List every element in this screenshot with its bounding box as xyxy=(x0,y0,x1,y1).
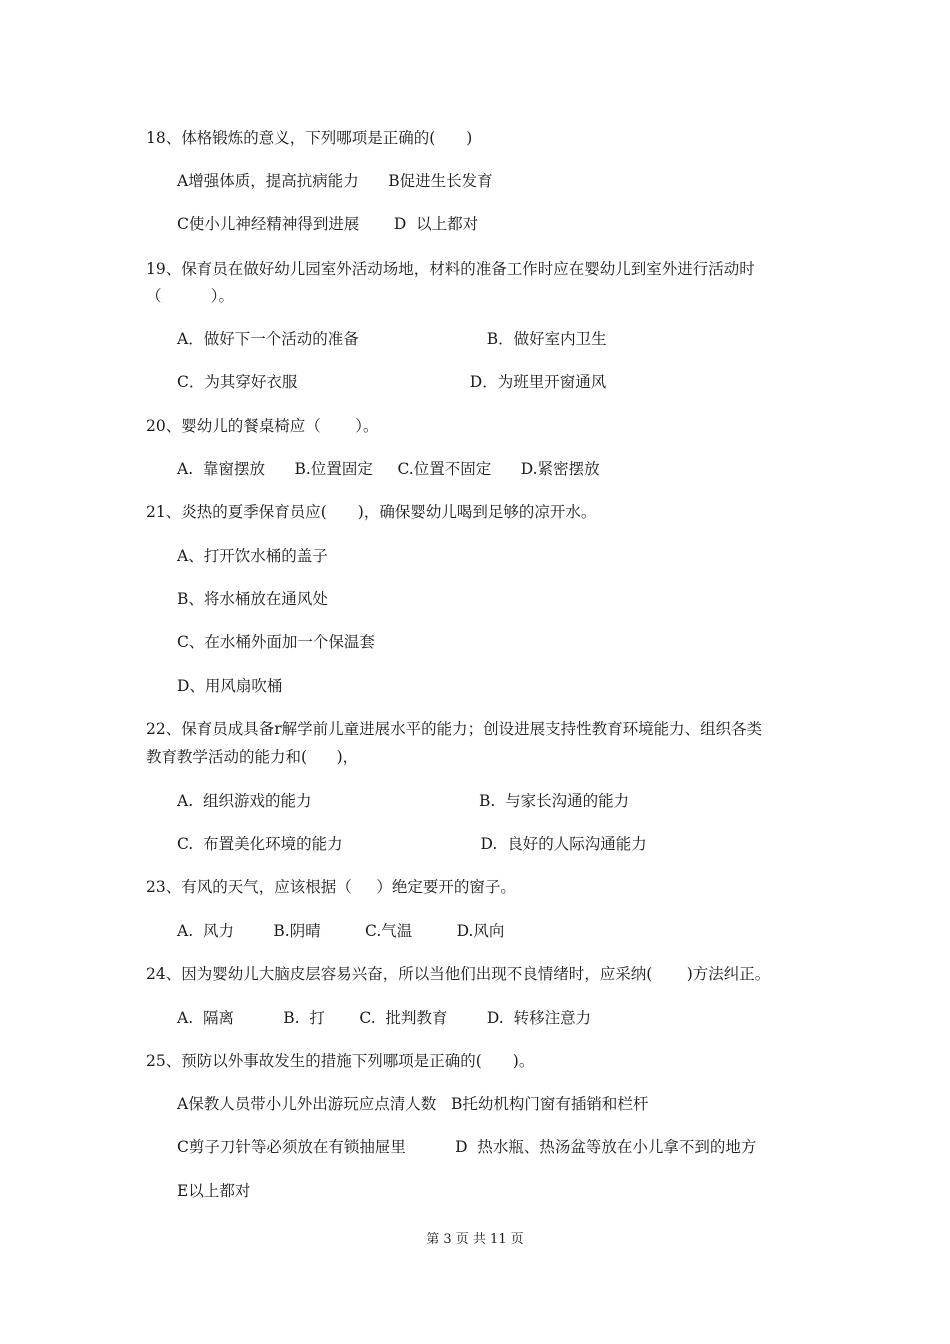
question-19-options-cd: C．为其穿好衣服 D．为班里开窗通风 xyxy=(177,373,607,391)
question-25: 25、预防以外事故发生的措施下列哪项是正确的( )。 xyxy=(146,1052,535,1070)
question-18: 18、体格锻炼的意义，下列哪项是正确的( ) xyxy=(146,129,473,147)
question-18-options-cd: C使小儿神经精神得到进展 D 以上都对 xyxy=(177,215,479,233)
question-21-option-b: B、将水桶放在通风处 xyxy=(177,590,328,608)
question-21-option-a: A、打开饮水桶的盖子 xyxy=(177,547,328,565)
question-22: 22、保育员成具备r解学前儿童进展水平的能力；创设进展支持性教育环境能力、组织各类 xyxy=(146,720,763,738)
question-24: 24、因为婴幼儿大脑皮层容易兴奋，所以当他们出现不良情绪时，应采纳( )方法纠正。 xyxy=(146,965,771,983)
question-18-options-ab: A增强体质，提高抗病能力 B促进生长发育 xyxy=(177,172,493,190)
question-23-options: A. 风力 B.阴晴 C.气温 D.风向 xyxy=(177,922,505,940)
page-footer: 第 3 页 共 11 页 xyxy=(426,1232,524,1247)
question-22-options-ab: A. 组织游戏的能力 B. 与家长沟通的能力 xyxy=(177,792,630,810)
question-25-options-ab: A保教人员带小儿外出游玩应点清人数 B托幼机构门窗有插销和栏杆 xyxy=(177,1095,649,1113)
question-23: 23、有风的天气，应该根据（ ）绝定要开的窗子。 xyxy=(146,878,516,896)
question-24-options: A. 隔离 B. 打 C. 批判教育 D. 转移注意力 xyxy=(177,1009,592,1027)
question-22-continued: 教育教学活动的能力和( )， xyxy=(146,748,359,766)
question-19-options-ab: A．做好下一个活动的准备 B．做好室内卫生 xyxy=(177,330,607,348)
question-19-blank: （ ）。 xyxy=(146,287,235,305)
question-25-option-e: E以上都对 xyxy=(177,1182,251,1200)
question-21: 21、炎热的夏季保育员应( )，确保婴幼儿喝到足够的凉开水。 xyxy=(146,503,597,521)
question-20-options: A. 靠窗摆放 B.位置固定 C.位置不固定 D.紧密摆放 xyxy=(177,460,600,478)
question-19: 19、保育员在做好幼儿园室外活动场地，材料的准备工作时应在婴幼儿到室外进行活动时 xyxy=(146,260,755,278)
question-20: 20、婴幼儿的餐桌椅应（ ）。 xyxy=(146,417,379,435)
question-21-option-d: D、用风扇吹桶 xyxy=(177,677,283,695)
question-21-option-c: C、在水桶外面加一个保温套 xyxy=(177,633,375,651)
question-22-options-cd: C. 布置美化环境的能力 D. 良好的人际沟通能力 xyxy=(177,835,647,853)
question-25-options-cd: C剪子刀针等必须放在有锁抽屉里 D 热水瓶、热汤盆等放在小儿拿不到的地方 xyxy=(177,1138,757,1156)
